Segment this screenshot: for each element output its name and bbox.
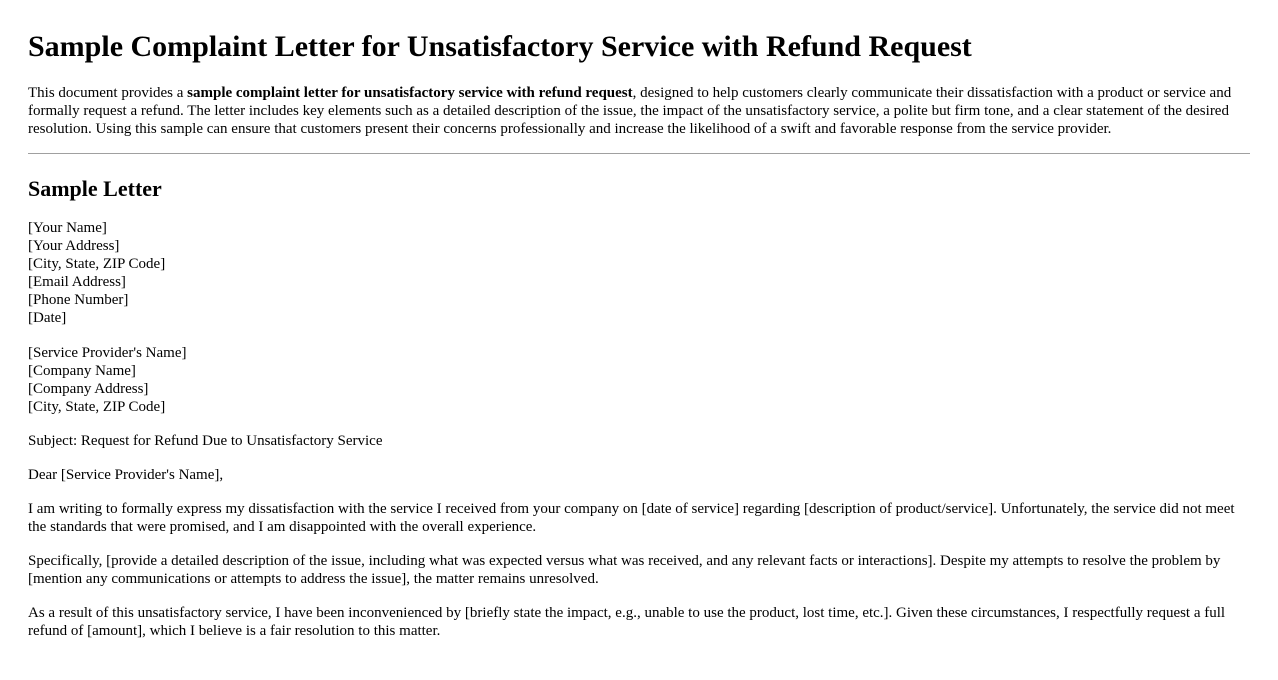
section-heading: Sample Letter [28,176,162,201]
sender-line: [Your Address] [28,238,120,254]
document-title: Sample Complaint Letter for Unsatisfactory Service with Refund Request [28,30,972,63]
sender-line: [Email Address] [28,274,126,290]
section-divider [28,153,1250,154]
recipient-line: [Company Name] [28,363,136,379]
recipient-line: [City, State, ZIP Code] [28,399,166,415]
letter-subject: Subject: Request for Refund Due to Unsatisfactory Service [28,433,383,449]
sender-address-block [28,219,1250,327]
intro-text-before: This document provides a [28,85,188,101]
recipient-line: [Company Address] [28,381,149,397]
sender-line: [Phone Number] [28,292,129,308]
sender-line: [Your Name] [28,220,107,236]
intro-text-after: , designed to help customers clearly communicate their dissatisfaction with a product or service and formally request a refund. The letter includes key elements such as a detailed description of the issue, the impact of the unsatisfactory service, a polite but firm tone, and a clear statement of the desired resolution. Using this sample can ensure that customers present their concerns professionally and increase the likelihood of a swift and favorable response from the service provider. [28,85,1232,137]
intro-paragraph [28,84,1250,138]
sender-line: [Date] [28,310,67,326]
letter-paragraph: Specifically, [provide a detailed description of the issue, including what was expected versus what was received, and any relevant facts or interactions]. Despite my attempts to resolve the problem by [mention any communications or attempts to address the issue], the matter remains unresolved. [28,553,1221,587]
sender-line: [City, State, ZIP Code] [28,256,166,272]
document-page [0,30,1278,640]
recipient-line: [Service Provider's Name] [28,345,187,361]
recipient-address-block [28,344,1250,416]
letter-paragraph: I am writing to formally express my dissatisfaction with the service I received from your company on [date of service] regarding [description of product/service]. Unfortunately, the service did not meet the standards that were promised, and I am disappointed with the overall experience. [28,501,1235,535]
letter-paragraph: As a result of this unsatisfactory service, I have been inconvenienced by [briefly state the impact, e.g., unable to use the product, lost time, etc.]. Given these circumstances, I respectfully request a full refund of [amount], which I believe is a fair resolution to this matter. [28,605,1226,639]
intro-text-bold: sample complaint letter for unsatisfactory service with refund request [187,85,633,101]
letter-salutation: Dear [Service Provider's Name], [28,467,224,483]
